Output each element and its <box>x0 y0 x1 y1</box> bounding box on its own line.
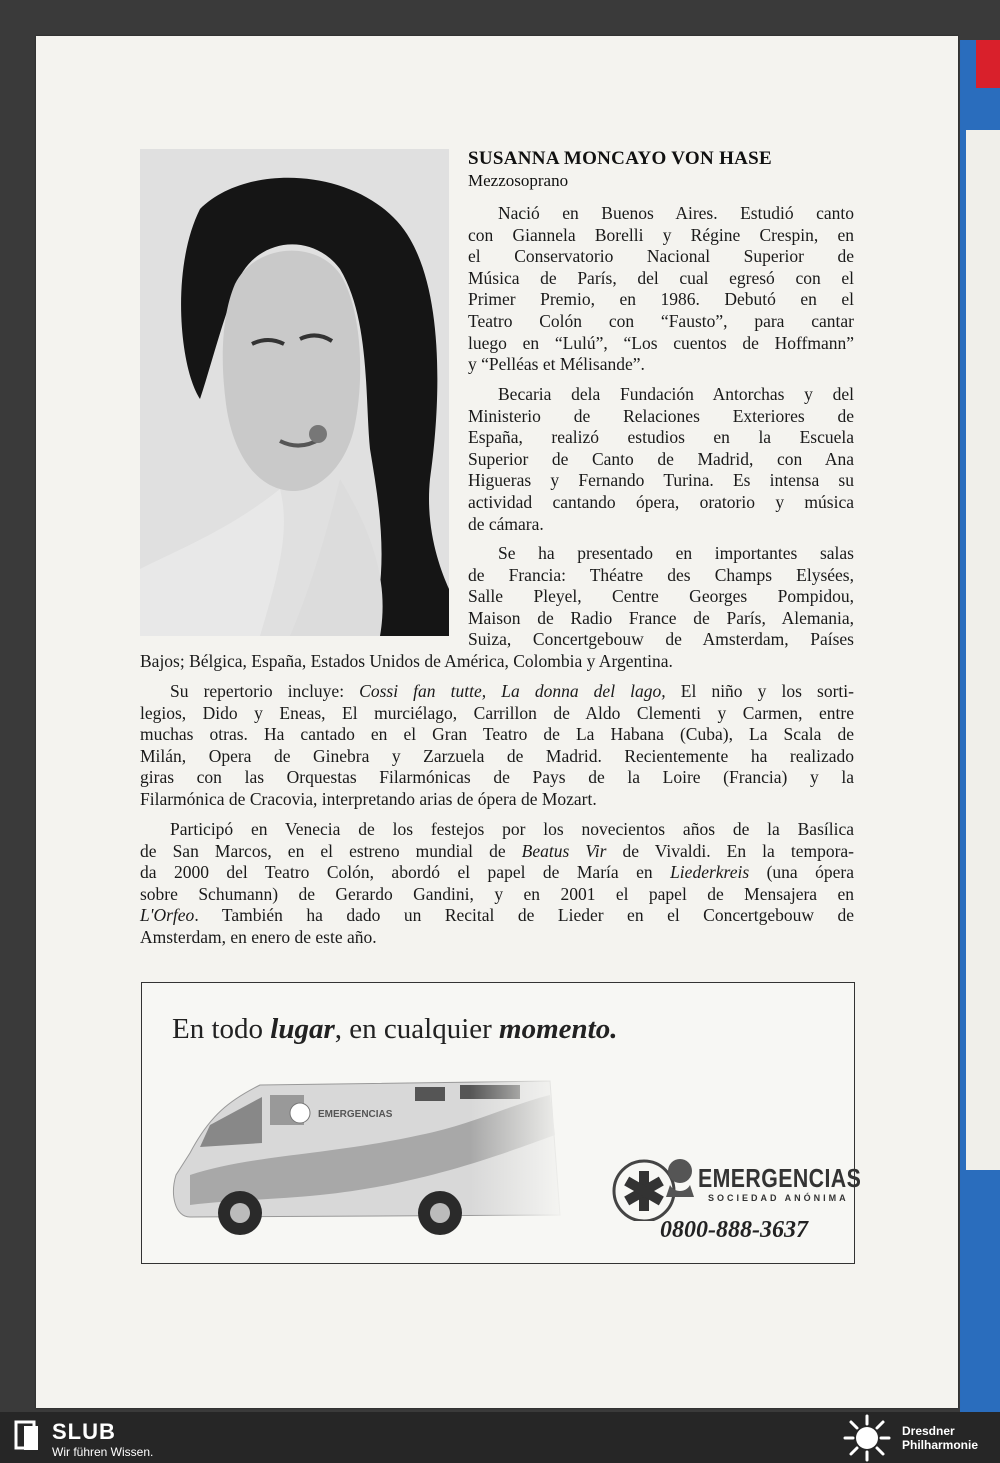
bio-p1-line-6: Teatro Colón con “Fausto”, para cantar <box>468 310 854 331</box>
artist-name: SUSANNA MONCAYO VON HASE <box>468 148 773 169</box>
bio-p4-line-2: legios, Dido y Eneas, El murciélago, Carrillon de Aldo Clementi y Carmen, entre <box>140 702 854 723</box>
bio-p5-l3-post: (una ópera <box>749 862 854 883</box>
bio-paragraph-5 <box>140 819 854 949</box>
bio-p5-l5-italic: L'Orfeo <box>140 905 195 926</box>
bio-p5-l5-post: . También ha dado un Recital de Lieder en el Concertgebouw de <box>194 905 854 926</box>
bio-p5-line-4: sobre Schumann) de Gerardo Gandini, y en 2001 el papel de Mensajera en <box>140 883 854 904</box>
star-of-life-icon <box>608 1151 698 1221</box>
bio-p5-l2-italic: Beatus Vir <box>521 840 607 861</box>
slub-book-icon <box>14 1420 42 1452</box>
bio-p5-line-6: Amsterdam, en enero de este año. <box>140 926 377 947</box>
bio-p3-line-4: Maison de Radio France de París, Alemania, <box>468 607 854 628</box>
bio-p1-line-3: el Conservatorio Nacional Superior de <box>468 246 854 267</box>
bio-paragraph-3 <box>468 543 854 651</box>
artist-portrait-photo <box>140 149 449 636</box>
bio-p3-line-2: de Francia: Théatre des Champs Elysées, <box>468 564 854 585</box>
bio-p4-l1-pre: Su repertorio incluye: <box>170 681 360 701</box>
ad-slogan-b: lugar <box>270 1013 335 1045</box>
bio-paragraph-2 <box>468 384 854 535</box>
bio-p5-line-2 <box>140 841 854 863</box>
bio-p5-line-1: Participó en Venecia de los festejos por los novecientos años de la Basílica <box>170 819 854 839</box>
bio-p2-line-4: Superior de Canto de Madrid, con Ana <box>468 448 854 469</box>
bio-p3-line-1: Se ha presentado en importantes salas <box>498 543 854 563</box>
emergencias-advertisement <box>141 982 862 1264</box>
philharmonie-sun-icon <box>843 1414 891 1462</box>
philharmonie-line-1: Dresdner <box>902 1424 955 1438</box>
bio-p4-line-6: Filarmónica de Cracovia, interpretando arias de ópera de Mozart. <box>140 788 597 809</box>
philharmonie-name <box>902 1424 978 1452</box>
bio-p2-line-5: Higueras y Fernando Turina. Es intensa su <box>468 470 854 491</box>
philharmonie-line-2: Philharmonie <box>902 1438 979 1452</box>
bio-p4-l1-post: El niño y los sorti- <box>665 681 854 701</box>
bio-p5-l2-post: de Vivaldi. En la tempora- <box>606 840 854 861</box>
edge-white-strip <box>966 130 1000 1170</box>
slub-name: SLUB <box>52 1419 116 1444</box>
bio-p1-line-4: Música de París, del cual egresó con el <box>468 267 854 288</box>
bio-p5-l3-italic: Liederkreis <box>670 862 750 883</box>
bio-p4-line-3: muchas otras. Ha cantado en el Gran Teatro de La Habana (Cuba), La Scala de <box>140 724 854 745</box>
brand-name: EMERGENCIAS <box>698 1163 862 1193</box>
ambulance-illustration <box>170 1075 570 1243</box>
bio-paragraph-1 <box>468 203 854 376</box>
bio-p5-line-5 <box>140 905 854 927</box>
bio-p1-line-1: Nació en Buenos Aires. Estudió canto <box>498 203 854 223</box>
viewer-footer <box>0 1412 1000 1463</box>
ad-slogan-a: En todo <box>172 1013 271 1045</box>
edge-red-stripe <box>976 40 1000 88</box>
portrait-illustration <box>140 149 449 636</box>
bio-p2-line-1: Becaria dela Fundación Antorchas y del <box>498 384 854 404</box>
bio-p1-line-8: y “Pelléas et Mélisande”. <box>468 354 645 375</box>
bio-p1-line-5: Primer Premio, en 1986. Debutó en el <box>468 289 854 310</box>
bio-p2-line-3: España, realizó estudios en la Escuela <box>468 427 854 448</box>
bio-p4-l1-italic: Cossi fan tutte, La donna del lago, <box>359 681 666 701</box>
bio-p4-line-5: giras con las Orquestas Filarmónicas de Pays de la Loire (Francia) y la <box>140 767 854 788</box>
bio-p5-l3-pre: da 2000 del Teatro Colón, abordó el papel de María en <box>140 862 671 883</box>
bio-p3-line-5: Suiza, Concertgebouw de Amsterdam, Países <box>468 629 854 650</box>
ad-slogan-e: . <box>610 1013 618 1045</box>
bio-p2-line-7: de cámara. <box>468 513 544 534</box>
bio-p2-line-2: Ministerio de Relaciones Exteriores de <box>468 405 854 426</box>
bio-p3-line-3: Salle Pleyel, Centre Georges Pompidou, <box>468 586 854 607</box>
bio-p4-line-4: Milán, Opera de Ginebra y Zarzuela de Madrid. Recientemente ha realizado <box>140 745 854 766</box>
ad-slogan <box>172 1013 617 1046</box>
bio-p4-line-1 <box>140 681 854 703</box>
ad-slogan-d: momento <box>499 1013 611 1045</box>
phone-number: 0800-888-3637 <box>660 1217 808 1243</box>
bio-p2-line-6: actividad cantando ópera, oratorio y música <box>468 491 854 512</box>
slub-tagline: Wir führen Wissen. <box>52 1445 154 1459</box>
artist-role: Mezzosoprano <box>468 171 569 190</box>
bio-paragraph-4 <box>140 681 854 811</box>
bio-p5-line-3 <box>140 862 854 884</box>
bio-paragraph-3-continued <box>140 651 854 673</box>
bio-p3-tail: Bajos; Bélgica, España, Estados Unidos de América, Colombia y Argentina. <box>140 651 673 671</box>
ad-slogan-c: , en cualquier <box>334 1013 500 1045</box>
next-page-edge <box>960 40 1000 1412</box>
brand-subtitle: SOCIEDAD ANÓNIMA <box>708 1193 849 1203</box>
bio-p1-line-7: luego en “Lulú”, “Los cuentos de Hoffmann” <box>468 332 854 353</box>
bio-p1-line-2: con Giannela Borelli y Régine Crespin, en <box>468 224 854 245</box>
bio-p5-l2-pre: de San Marcos, en el estreno mundial de <box>140 840 522 861</box>
